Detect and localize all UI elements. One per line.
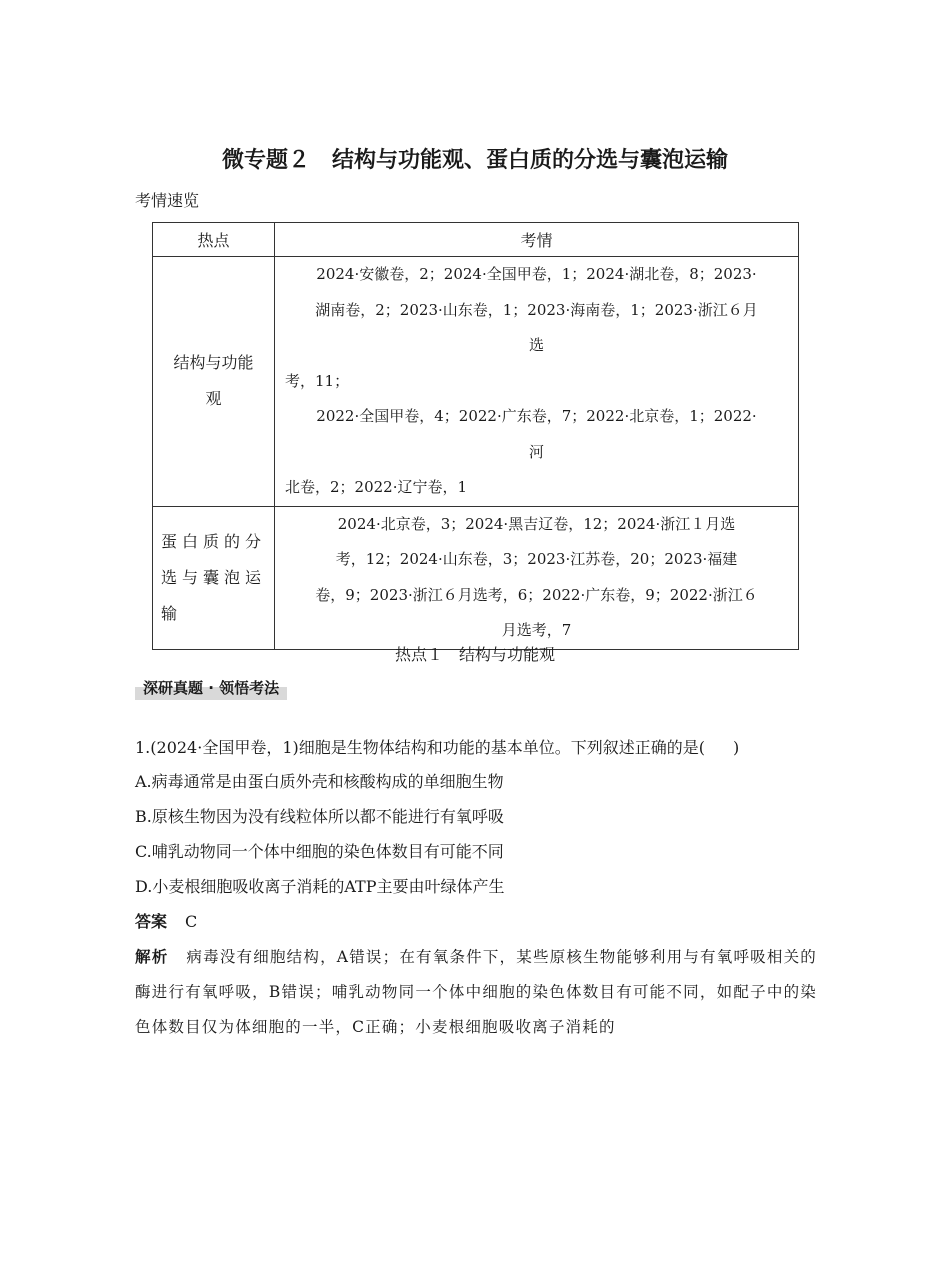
analysis-label: 解析 <box>135 948 169 966</box>
table-row <box>153 257 799 507</box>
option-d: D.小麦根细胞吸收离子消耗的ATP主要由叶绿体产生 <box>135 877 505 896</box>
detail-line: 月选考，7 <box>501 621 572 639</box>
detail-line: 2022·全国甲卷，4；2022·广东卷，7；2022·北京卷，1；2022· <box>316 407 757 425</box>
topic-label: 结构与功能观 <box>173 353 254 409</box>
detail-line: 湖南卷，2；2023·山东卷，1；2023·海南卷，1；2023·浙江６月 <box>315 300 758 319</box>
hotspot-title: 热点１ 结构与功能观 <box>394 645 555 664</box>
topic-cell <box>153 257 275 507</box>
overview-label: 考情速览 <box>135 191 200 210</box>
header-hotspot: 热点 <box>153 223 275 257</box>
answer-value: C <box>185 912 198 931</box>
topic-cell <box>153 506 275 649</box>
analysis-text: 病毒没有细胞结构，A错误；在有氧条件下，某些原核生物能够利用与有氧呼吸相关的酶进行有氧呼吸，B错误；哺乳动物同一个体中细胞的染色体数目有可能不同，如配子中的染色体数目仅为体细胞的一半，C正确；小麦根细胞吸收离子消耗的 <box>135 948 817 1036</box>
page-title: 微专题２ 结构与功能观、蛋白质的分选与囊泡运输 <box>221 148 728 173</box>
detail-line: 选 <box>528 336 544 354</box>
detail-line: 2024·北京卷，3；2024·黑吉辽卷，12；2024·浙江１月选 <box>337 514 736 533</box>
option-c: C.哺乳动物同一个体中细胞的染色体数目有可能不同 <box>135 842 504 861</box>
header-exam-info: 考情 <box>275 223 799 257</box>
detail-line: 考，11； <box>285 371 350 390</box>
detail-line: 2024·安徽卷，2；2024·全国甲卷，1；2024·湖北卷，8；2023· <box>316 265 757 283</box>
question-stem <box>135 736 825 760</box>
detail-line: 北卷，2；2022·辽宁卷，1 <box>285 478 468 496</box>
topic-label: 蛋白质的分选与囊泡运输 <box>161 531 267 623</box>
detail-line: 考，12；2024·山东卷，3；2023·江苏卷，20；2023·福建 <box>335 550 738 568</box>
detail-line: 卷，9；2023·浙江６月选考，6；2022·广东卷，9；2022·浙江６ <box>315 585 758 604</box>
question-stem-text: 1.(2024·全国甲卷，1)细胞是生物体结构和功能的基本单位。下列叙述正确的是( <box>135 738 705 757</box>
analysis-paragraph <box>135 940 817 1045</box>
exam-overview-table <box>152 222 799 650</box>
option-b: B.原核生物因为没有线粒体所以都不能进行有氧呼吸 <box>135 807 504 826</box>
detail-line: 河 <box>528 442 544 461</box>
answer-line <box>135 910 825 934</box>
table-header-row <box>153 223 799 257</box>
option-a: A.病毒通常是由蛋白质外壳和核酸构成的单细胞生物 <box>135 772 504 791</box>
section-banner: 深研真题 · 领悟考法 <box>135 676 287 700</box>
detail-cell <box>275 257 799 507</box>
question-stem-close: ) <box>732 738 740 757</box>
detail-cell <box>275 506 799 649</box>
table-row <box>153 506 799 649</box>
answer-label: 答案 <box>135 912 168 931</box>
